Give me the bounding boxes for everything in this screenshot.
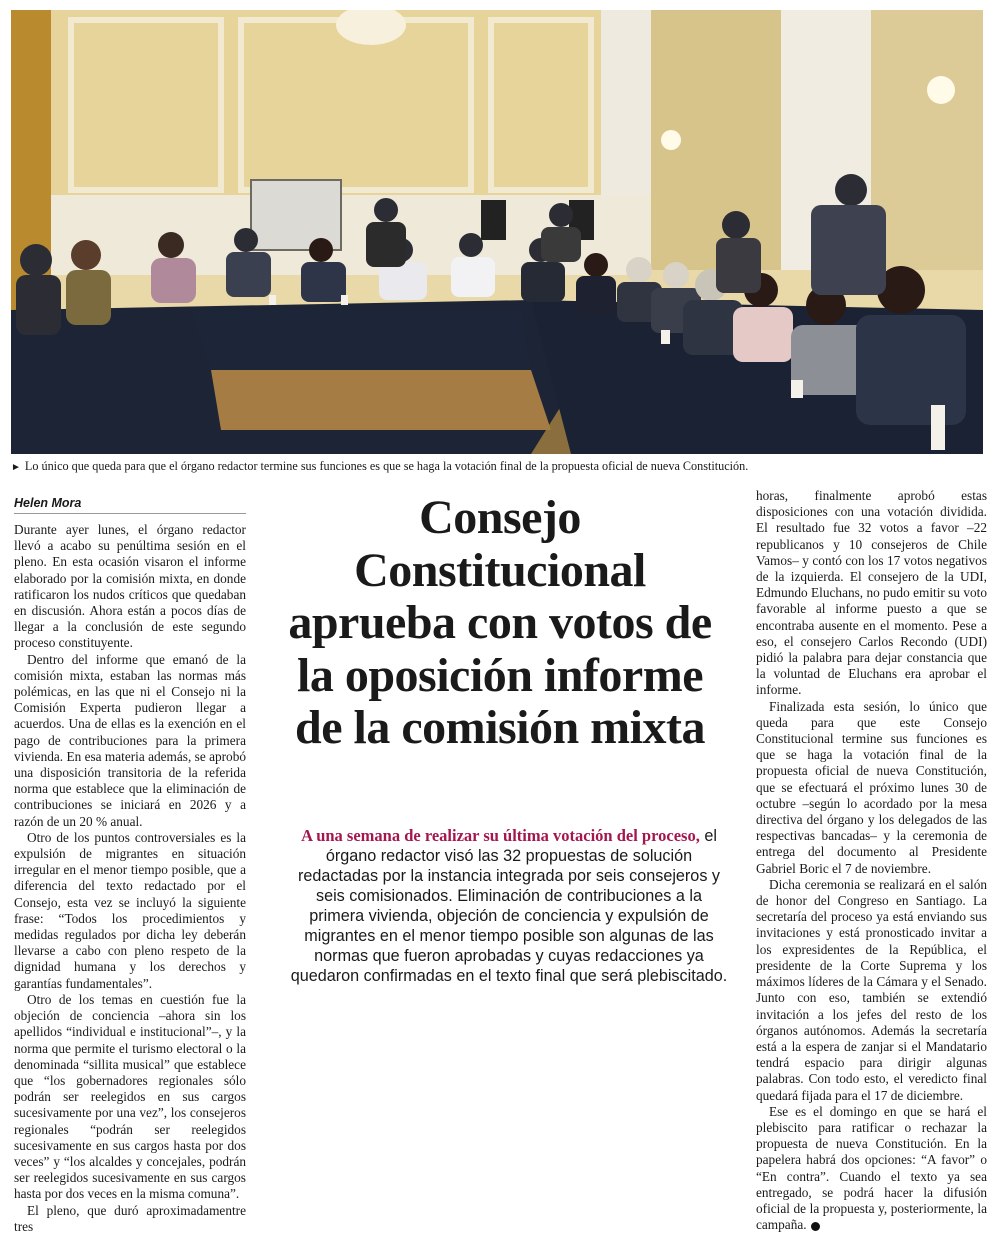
paragraph-text: Ese es el domingo en que se hará el plebiscito para ratificar o rechazar la propuesta de nueva Constitución. En la papelera habrá dos opciones: “A favor” o “En contra”. Cuando el texto ya sea entregado, se podrá hacer la difusión oficial de la propuesta y, posteriormente, la campaña.: [756, 1103, 987, 1233]
caption-arrow-icon: ►: [11, 462, 21, 473]
right-column: [756, 488, 987, 1233]
paragraph: El pleno, que duró aproximadamentre tres: [14, 1202, 246, 1234]
paragraph: horas, finalmente aprobó estas disposiciones con una votación dividida. El resultado fue 32 votos a favor –22 republicanos y 10 consejeros de Chile Vamos– y contó con los 17 votos negativos de la izquierda. El consejero de la UDI, Edmundo Eluchans, no pudo emitir su voto favorable al informe puesto a que se encontraba ausente en el momento. Pese a eso, el consejero Carlos Recondo (UDI) pidió la palabra para dejar constancia que la voluntad de Eluchans era aprobar el informe.: [756, 488, 987, 698]
headline: Consejo Constitucional aprueba con votos de la oposición informe de la comisión mixta: [288, 491, 712, 754]
paragraph: [756, 1104, 987, 1234]
paragraph: Otro de los temas en cuestión fue la objeción de conciencia –ahora sin los apellidos “individual e institucional”–, y la norma que permite el turismo electoral o la denominada “sillita musical” que establece que “los gobernadores regionales sólo podrán ser reelegidos en sus cargos sucesivamente por una vez”, los consejeros regionales “podrán ser reelegidos sucesivamente en sus cargos hasta por dos veces” y “los alcaldes y concejales, podrán ser reelegidos sucesivamente en sus cargos hasta por dos veces en la misma comuna”.: [14, 991, 246, 1202]
meeting-photo-illustration: [11, 10, 983, 454]
lede-highlight: A una semana de realizar su última votación del proceso,: [301, 826, 700, 845]
lede: [290, 826, 728, 986]
article-photo: [11, 10, 983, 454]
paragraph: Durante ayer lunes, el órgano redactor llevó a acabo su penúltima sesión en el pleno. En esta ocasión visaron el informe elaborado por la comisión mixta, en donde ratificaron los nudos críticos que quedaban en discusión. Ahora están a pocos días de llegar a la conclusión de este segundo proceso constituyente.: [14, 522, 246, 651]
lede-text: el órgano redactor visó las 32 propuestas de solución redactadas por la instancia integrada por seis consejeros y seis comisionados. Eliminación de contribuciones a la primera vivienda, objeción de conciencia y expulsión de migrantes en el menor tiempo posible son algunas de las normas que fueron aprobadas y cuyas redacciones ya quedaron confirmadas en el texto final que será plebiscitado.: [290, 827, 728, 985]
paragraph: Finalizada esta sesión, lo único que queda para que este Consejo Constitucional termine sus funciones es que se haga la votación final de la propuesta oficial de nueva Constitución, que se efectuará el próximo lunes 30 de octubre –según lo acordado por la mesa directiva del órgano y los delegados de las respectivas bancadas– y la ceremonia de entrega del documento al Presidente Gabriel Boric el 7 de noviembre.: [756, 698, 987, 876]
byline: Helen Mora: [14, 496, 246, 514]
photo-caption: [11, 459, 986, 475]
caption-text: Lo único que queda para que el órgano redactor termine sus funciones es que se haga la votación final de la propuesta oficial de nueva Constitución.: [24, 459, 749, 473]
paragraph: Dicha ceremonia se realizará en el salón de honor del Congreso en Santiago. La secretaría del proceso ya está enviando sus invitaciones y está pronosticado invitar a los expresidentes de la República, el presidente de la Corte Suprema y los máximos líderes de la Cámara y el Senado. Junto con eso, también se extendió invitación a los jefes del resto de los órganos autónomos. Además la secretaría está a la espera de zanjar si el Mandatario tendrá espacio para dirigir algunas palabras. Con todo esto, el veredicto final quedará fijada para el 17 de diciembre.: [756, 876, 987, 1103]
paragraph: Dentro del informe que emanó de la comisión mixta, estaban las normas más polémicas, en las que ni el Consejo ni la Comisión Experta pudieron llegar a acuerdos. Una de ellas es la exención en el pago de contribuciones para la primera vivienda. En esa materia además, se aprobó una disposición transitoria de la referida norma que establece que la eliminación de contribuciones se iniciará en 2026 y a razón de un 20 % anual.: [14, 651, 246, 829]
left-column: [14, 522, 246, 1235]
paragraph: Otro de los puntos controversiales es la expulsión de migrantes en situación irregular en el menor tiempo posible, que a diferencia del texto redactado por el Consejo, esta vez se incluyó la siguiente frase: “Todos los procedimientos y medidas regulados por dicha ley deberán llevarse a cabo con pleno respeto de la dignidad humana y los derechos y garantías fundamentales”.: [14, 829, 246, 991]
end-mark-icon: [811, 1222, 820, 1231]
